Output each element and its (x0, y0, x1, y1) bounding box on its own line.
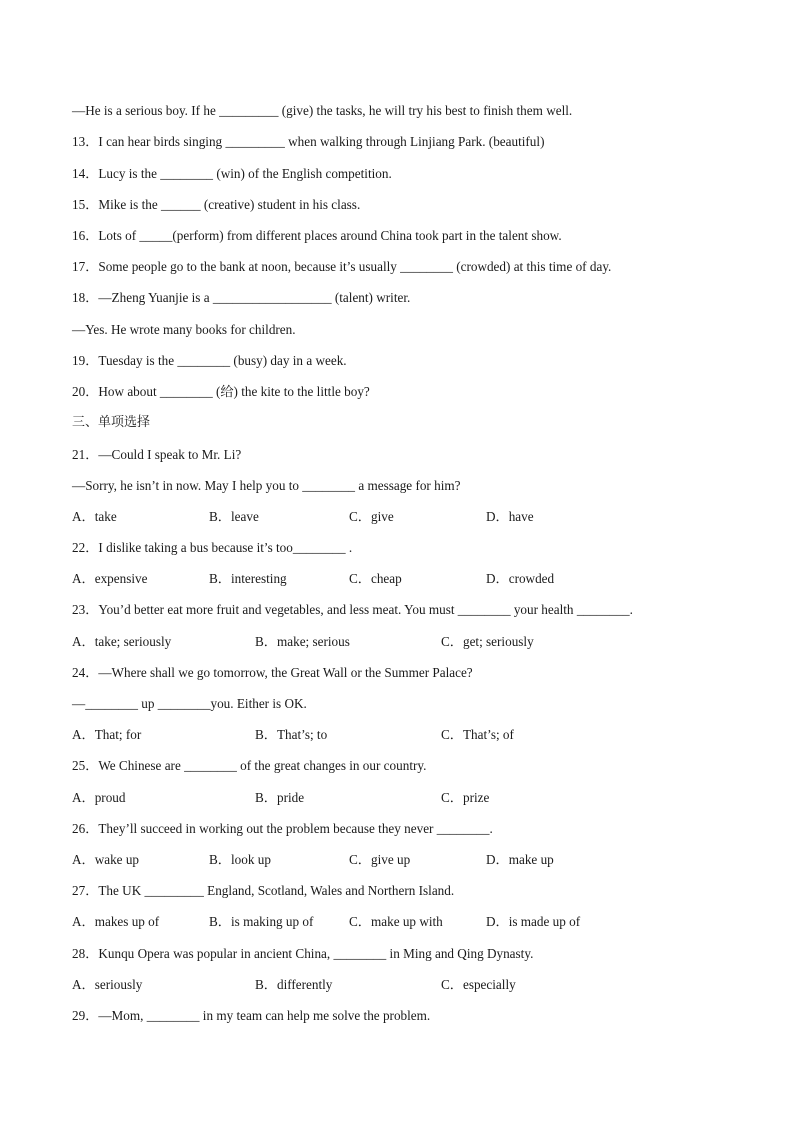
option-a: A．expensive (72, 571, 148, 586)
option-a: A．proud (72, 790, 126, 805)
option-a: A．seriously (72, 977, 143, 992)
option-c: C．cheap (349, 571, 402, 586)
option-b: B．is making up of (209, 914, 314, 929)
question-19: 19．Tuesday is the ________ (busy) day in a week. (72, 353, 347, 368)
option-d: D．make up (486, 852, 554, 867)
question-14: 14．Lucy is the ________ (win) of the English competition. (72, 166, 392, 181)
option-c: C．That’s; of (441, 727, 514, 742)
option-b: B．look up (209, 852, 271, 867)
question-26: 26．They’ll succeed in working out the problem because they never ________. (72, 821, 493, 836)
question-27-options (72, 913, 772, 931)
question-23: 23．You’d better eat more fruit and vegetables, and less meat. You must ________ your health ________. (72, 602, 633, 617)
question-13: 13．I can hear birds singing _________ when walking through Linjiang Park. (beautiful) (72, 134, 545, 149)
question-15: 15．Mike is the ______ (creative) student in his class. (72, 197, 361, 212)
question-23-options (72, 633, 772, 651)
question-28-options (72, 976, 772, 994)
option-a: A．makes up of (72, 914, 160, 929)
section-heading: 三、单项选择 (72, 415, 151, 430)
option-b: B．differently (255, 977, 333, 992)
question-22: 22．I dislike taking a bus because it’s too________ . (72, 540, 353, 555)
option-d: D．is made up of (486, 914, 581, 929)
option-c: C．get; seriously (441, 634, 534, 649)
question-21-response: —Sorry, he isn’t in now. May I help you to ________ a message for him? (72, 478, 461, 493)
question-12-response: —He is a serious boy. If he _________ (give) the tasks, he will try his best to finish them well. (72, 103, 573, 118)
option-c: C．especially (441, 977, 516, 992)
option-b: B．interesting (209, 571, 287, 586)
question-21-options (72, 508, 772, 526)
option-d: D．have (486, 509, 534, 524)
option-a: A．That; for (72, 727, 142, 742)
option-b: B．That’s; to (255, 727, 328, 742)
question-18-response: —Yes. He wrote many books for children. (72, 322, 296, 337)
question-25: 25．We Chinese are ________ of the great changes in our country. (72, 758, 427, 773)
question-18: 18．—Zheng Yuanjie is a __________________ (talent) writer. (72, 290, 411, 305)
option-c: C．make up with (349, 914, 443, 929)
question-22-options (72, 570, 772, 588)
question-28: 28．Kunqu Opera was popular in ancient China, ________ in Ming and Qing Dynasty. (72, 946, 534, 961)
option-c: C．give up (349, 852, 411, 867)
question-16: 16．Lots of _____(perform) from different places around China took part in the talent show. (72, 228, 562, 243)
question-24-response: —________ up ________you. Either is OK. (72, 696, 307, 711)
option-a: A．take (72, 509, 117, 524)
option-b: B．pride (255, 790, 305, 805)
question-24-options (72, 726, 772, 744)
question-25-options (72, 789, 772, 807)
question-20: 20．How about ________ (给) the kite to the little boy? (72, 384, 370, 399)
option-b: B．leave (209, 509, 259, 524)
question-27: 27．The UK _________ England, Scotland, Wales and Northern Island. (72, 883, 455, 898)
option-c: C．give (349, 509, 394, 524)
question-29: 29．—Mom, ________ in my team can help me solve the problem. (72, 1008, 431, 1023)
option-d: D．crowded (486, 571, 555, 586)
option-a: A．take; seriously (72, 634, 172, 649)
option-a: A．wake up (72, 852, 140, 867)
question-21: 21．—Could I speak to Mr. Li? (72, 447, 242, 462)
question-24: 24．—Where shall we go tomorrow, the Great Wall or the Summer Palace? (72, 665, 473, 680)
option-b: B．make; serious (255, 634, 350, 649)
option-c: C．prize (441, 790, 490, 805)
question-26-options (72, 851, 772, 869)
question-17: 17．Some people go to the bank at noon, because it’s usually ________ (crowded) at this time of day. (72, 259, 612, 274)
